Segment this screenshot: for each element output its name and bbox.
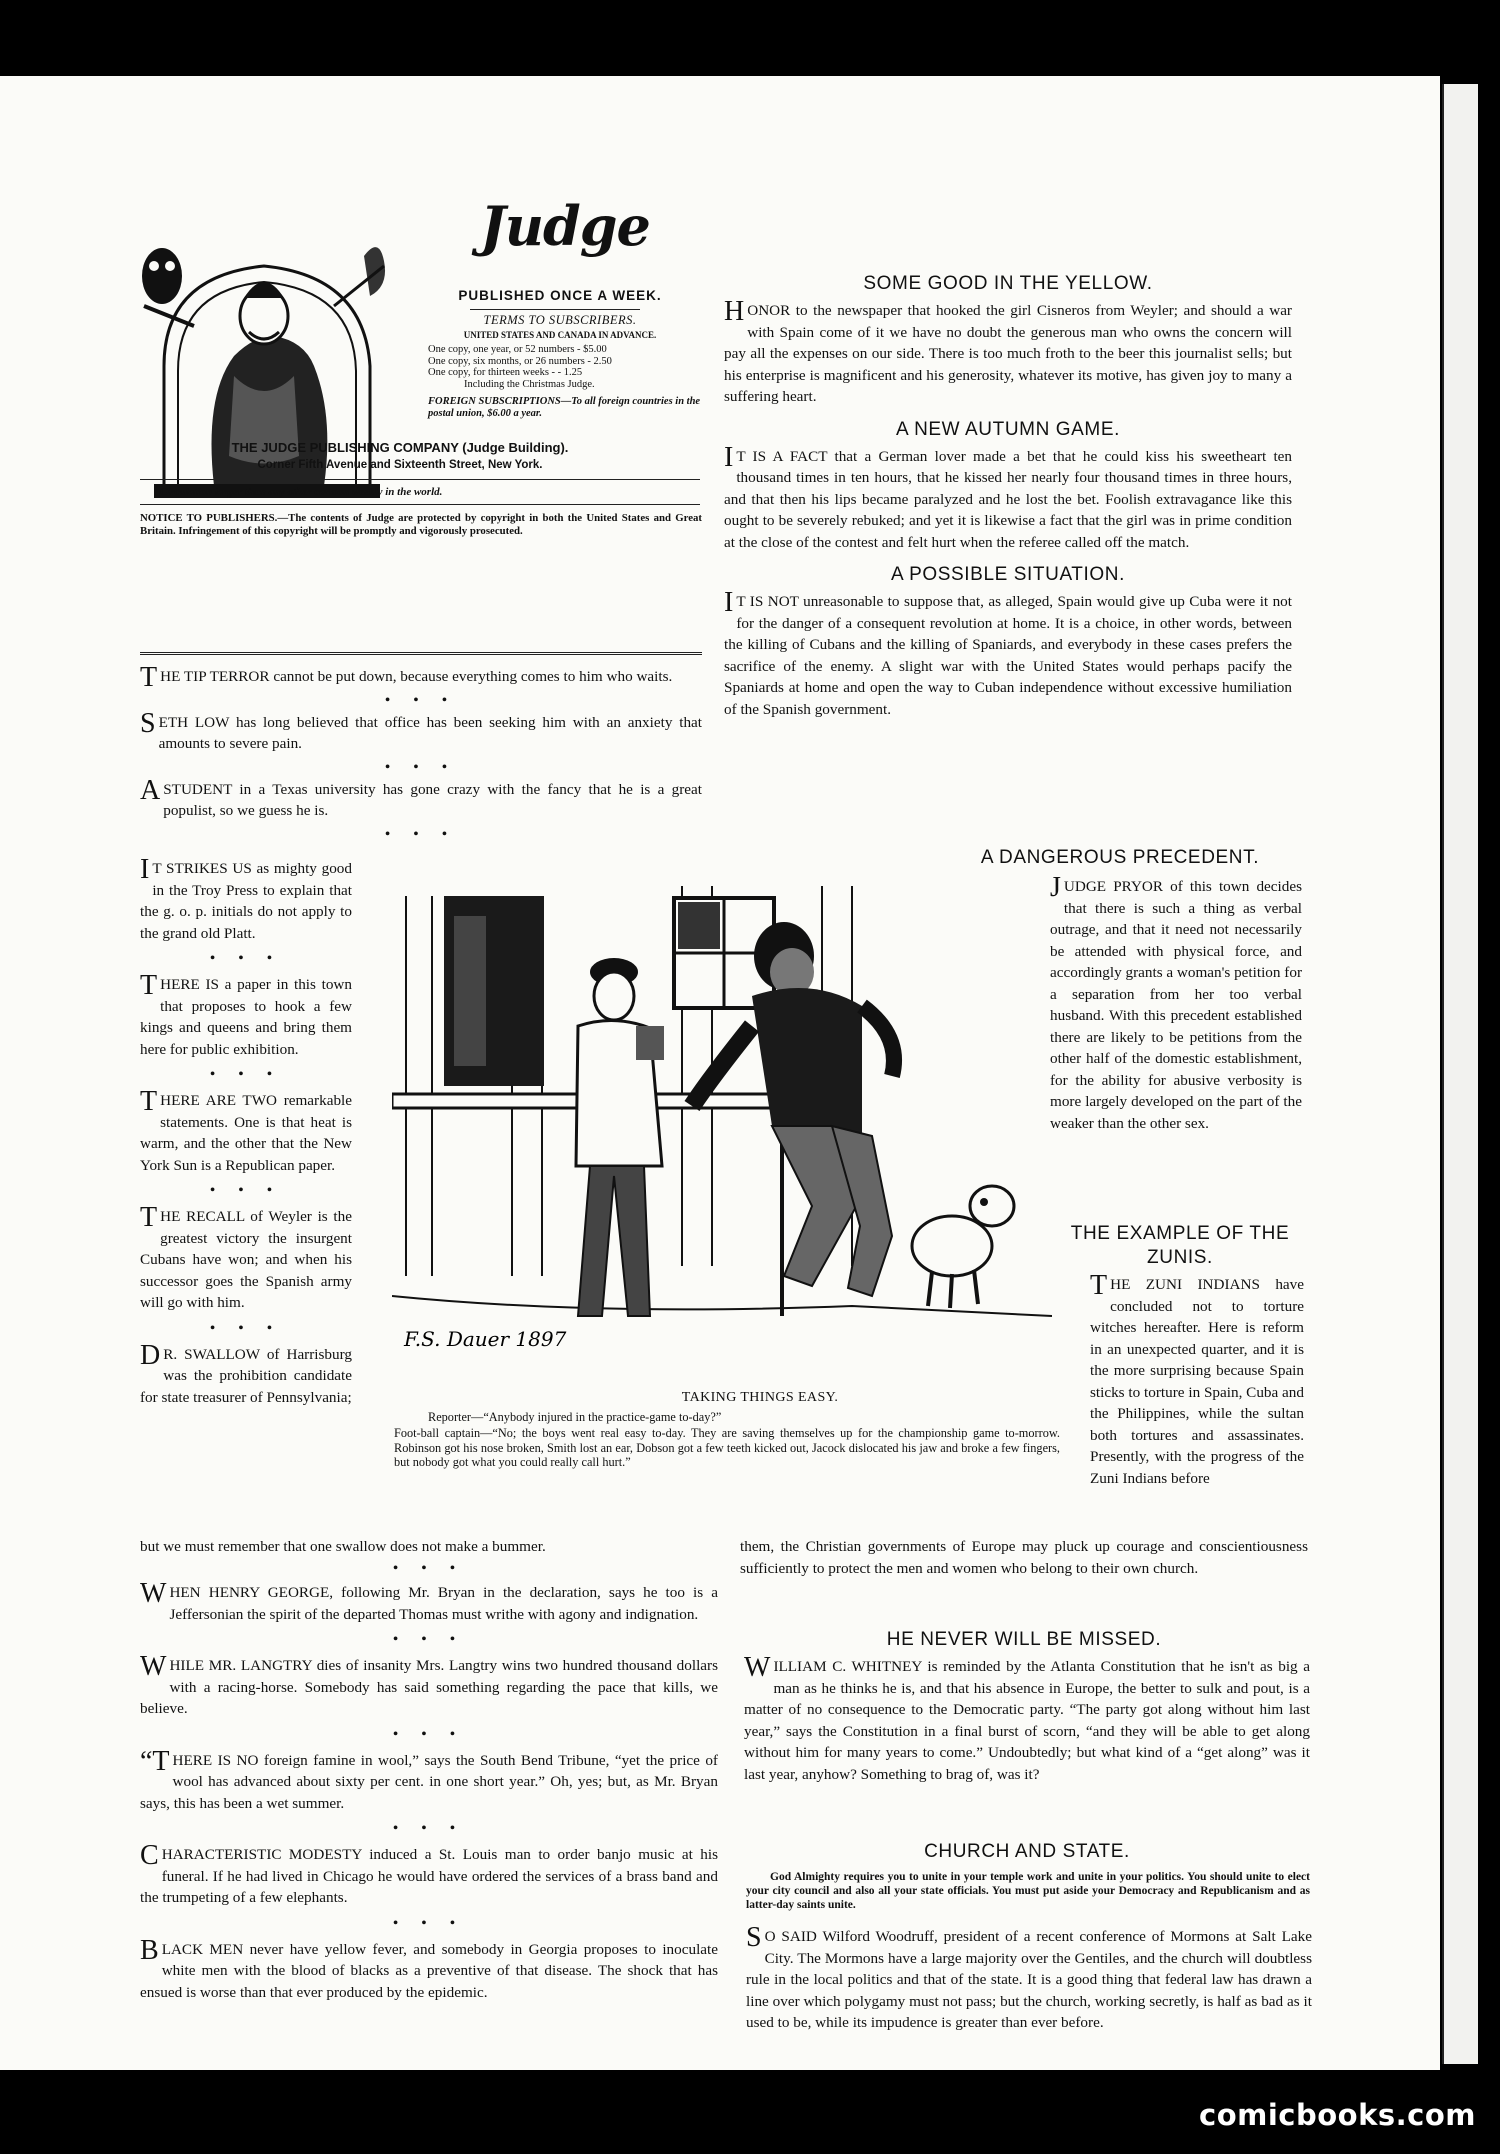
list-item: D R. SWALLOW of Harrisburg was the prohibition candidate for state treasurer of Pennsylvania; xyxy=(140,1339,352,1406)
precedent-heading: A DANGEROUS PRECEDENT. xyxy=(980,847,1260,868)
separator-dots: • • • xyxy=(210,1320,282,1336)
newspaper-page xyxy=(0,76,1440,2070)
missed-heading: HE NEVER WILL BE MISSED. xyxy=(886,1629,1162,1650)
cartoon-signature: F.S. Dauer 1897 xyxy=(404,1327,567,1351)
circulation-line: Circulation larger than any other cartoon weekly in the world. xyxy=(160,486,443,498)
separator-dots: • • • xyxy=(210,951,282,966)
separator-dots: • • • xyxy=(393,1821,465,1836)
precedent-body: JUDGE PRYOR of this town decides that there is such a thing as verbal outrage, and that it need not necessarily be attended with physical force, and accordingly grants a woman's petition for a separation from her too verbal husband. With this precedent established there are likely to be petitions from the other half of the domestic establishment, for the ability for abusive verbosity is more largely developed on the part of the weaker than the other sex. xyxy=(1050,872,1302,1132)
right-articles xyxy=(724,272,1292,720)
left-items xyxy=(140,662,702,846)
separator-dots: • • • xyxy=(393,1561,465,1576)
published-line: PUBLISHED ONCE A WEEK. xyxy=(458,288,662,303)
foreign-subscriptions: FOREIGN SUBSCRIPTIONS—To all foreign countries in the postal union, $6.00 a year. xyxy=(428,396,701,419)
cartoon-caption-2: Foot-ball captain—“No; the boys went real easy to-day. They are saving themselves up for the championship game to-morrow. Robinson got his nose broken, Smith lost an ear, Dobson got a few teeth kicked out, Jacock dislocated his jaw and broke a few fingers, but nobody got what you could really call hurt.” xyxy=(394,1426,1060,1469)
binding-shadow xyxy=(1478,84,1500,2064)
cartoon-illustration xyxy=(392,876,1052,1388)
rates-list xyxy=(428,344,708,390)
masthead-title: Judge xyxy=(480,194,650,258)
separator-dots: • • • xyxy=(393,1632,465,1647)
list-item: “THERE IS NO foreign famine in wool,” says the South Bend Tribune, “yet the price of wool has advanced about sixty per cent. in one short year.” Oh, yes; but, as Mr. Bryan says, this has been a wet summer. xyxy=(140,1745,718,1812)
list-item: SETH LOW has long believed that office has been seeking him with an anxiety that amounts to severe pain. xyxy=(140,707,702,752)
adjacent-page-edge xyxy=(1442,84,1480,2064)
article-heading: SOME GOOD IN THE YELLOW. xyxy=(863,273,1153,294)
article-body: HONOR to the newspaper that hooked the girl Cisneros from Weyler; and should a war with Spain come of it we have no doubt the generous man who owns the concern will pay all the expenses on our side. There is too much froth to the beer this journalist sells; but his enterprise is magnificent and his generosity, whatever its motive, has given joy to many a suffering heart. xyxy=(724,296,1292,405)
zunis-body: THE ZUNI INDIANS have concluded not to torture witches hereafter. Here is reform in an unexpected quarter, and it is the more surprising because Spain sticks to torture in Spain, Cuba and the Philippines, while the sultan both tortures and assassinates. Presently, with the progress of the Zuni Indians before xyxy=(1090,1270,1304,1487)
list-item: WHILE MR. LANGTRY dies of insanity Mrs. Langtry wins two hundred thousand dollars with a racing-horse. Somebody has said something regarding the pace that kills, we believe. xyxy=(140,1651,718,1717)
rate-line: One copy, one year, or 52 numbers - $5.00 xyxy=(428,344,607,355)
list-item: I T STRIKES US as mighty good in the Troy Press to explain that the g. o. p. initials do not apply to the grand old Platt. xyxy=(140,854,352,942)
article-body: I T IS A FACT that a German lover made a bet that he could kiss his sweetheart ten thousand times in ten hours, that he kissed her nearly four thousand times in three hours, and that then his lips became paralyzed and he lost the bet. Foolish extravagance like this ought to be severely rebuked; and yet it is likewise a fact that the girl was in prime condition at the close of the contest and felt hurt when the referee called off the match. xyxy=(724,441,1292,551)
narrow-items xyxy=(140,854,352,1408)
list-item: THE TIP TERROR cannot be put down, because everything comes to him who waits. xyxy=(140,662,673,693)
cartoon-caption-1: Reporter—“Anybody injured in the practice-game to-day?” xyxy=(428,1410,722,1424)
church-quote: God Almighty requires you to unite in your temple work and unite in your politics. You should unite to elect your city council and also all your state officials. You must put aside your Democracy and Republicanism and as latter-day saints unite. xyxy=(746,1871,1310,1911)
missed-body: WILLIAM C. WHITNEY is reminded by the Atlanta Constitution that he isn't as big a man as he thinks he is, and that his absence in Europe, the better to sulk and pout, is a matter of no consequence to the Democratic party. “The party got along without him last year,” says the Constitution in a final burst of scorn, “and they will be able to get along without him for many years to come.” Undoubtedly; but what kind of a “get along” was it last year, anyhow? Something to brag of, was it? xyxy=(744,1652,1310,1783)
rate-line: One copy, six months, or 26 numbers - 2.50 xyxy=(428,355,612,367)
separator-dots: • • • xyxy=(385,759,457,775)
separator-dots: • • • xyxy=(210,1183,282,1198)
address-line: Corner Fifth Avenue and Sixteenth Street, New York. xyxy=(257,459,543,471)
separator-dots: • • • xyxy=(393,1726,465,1742)
list-item: THE RECALL of Weyler is the greatest victory the insurgent Cubans have won; and when his successor goes the Spanish army will go with him. xyxy=(140,1202,352,1311)
list-item: CHARACTERISTIC MODESTY induced a St. Louis man to order banjo music at his funeral. If he had lived in Chicago he would have ordered the services of a brass band and the trumpeting of a few elephants. xyxy=(140,1840,718,1906)
list-item: A STUDENT in a Texas university has gone crazy with the fancy that he is a great populist, so we guess he is. xyxy=(140,774,702,819)
rate-line: Including the Christmas Judge. xyxy=(464,378,595,390)
terms-title: TERMS TO SUBSCRIBERS. xyxy=(483,313,637,327)
terms-subtitle: UNITED STATES AND CANADA IN ADVANCE. xyxy=(463,330,657,340)
separator-dots: • • • xyxy=(393,1915,465,1931)
list-item: WHEN HENRY GEORGE, following Mr. Bryan in the declaration, says he too is a Jeffersonian the spirit of the departed Thomas must writhe with agony and indignation. xyxy=(140,1578,718,1623)
rate-line: One copy, for thirteen weeks - - 1.25 xyxy=(428,367,583,378)
separator-dots: • • • xyxy=(210,1067,282,1082)
list-item: THERE ARE TWO remarkable statements. One is that heat is warm, and the other that the New York Sun is a Republican paper. xyxy=(140,1086,352,1174)
lower-left-items xyxy=(140,1560,718,2003)
separator-dots: • • • xyxy=(385,692,457,708)
church-heading: CHURCH AND STATE. xyxy=(924,1841,1130,1862)
cartoon-title: TAKING THINGS EASY. xyxy=(681,1390,839,1405)
article-heading: A POSSIBLE SITUATION. xyxy=(891,564,1125,585)
article-heading: A NEW AUTUMN GAME. xyxy=(895,418,1121,440)
company-line: THE JUDGE PUBLISHING COMPANY (Judge Building). xyxy=(231,440,569,455)
swallow-tail: but we must remember that one swallow does not make a bummer. xyxy=(140,1538,546,1555)
separator-dots: • • • xyxy=(385,826,457,842)
site-watermark: comicbooks.com xyxy=(1199,2098,1476,2132)
zunis-heading: THE EXAMPLE OF THE ZUNIS. xyxy=(1070,1223,1290,1268)
zunis-tail: them, the Christian governments of Europe may pluck up courage and conscientiousness sufficiently to protect the men and women who belong to their own church. xyxy=(740,1538,1308,1577)
article-body: I T IS NOT unreasonable to suppose that, as alleged, Spain would give up Cuba were it not for the danger of a consequent revolution at home. It is a choice, in other words, between the killing of Cubans and the killing of Spaniards, and everybody in these cases prefers the sacrifice of the enemy. A slight war with the United States would perhaps pacify the Spaniards at home and open the way to Cuban independence without excessive humiliation of the Spanish government. xyxy=(724,587,1292,718)
church-body: S O SAID Wilford Woodruff, president of a recent conference of Mormons at Salt Lake City. The Mormons have a large majority over the Gentiles, and the church will doubtless rule in the local politics and that of the state. It is a good thing that federal law has drawn a line over which polygamy must not pass; but the church, working secretly, is half as bad as it used to be, while its impudence is greater than ever before. xyxy=(746,1922,1312,2031)
publishers-notice: NOTICE TO PUBLISHERS.—The contents of Judge are protected by copyright in both the United States and Great Britain. Infringement of this copyright will be promptly and vigorously prosecuted. xyxy=(140,512,702,537)
list-item: THERE IS a paper in this town that proposes to hook a few kings and queens and bring them here for public exhibition. xyxy=(140,970,352,1058)
list-item: BLACK MEN never have yellow fever, and somebody in Georgia proposes to inoculate white men with the blood of blacks as a preventive of that disease. The shock that has ensued is worse than that ever produced by the epidemic. xyxy=(140,1934,718,2001)
